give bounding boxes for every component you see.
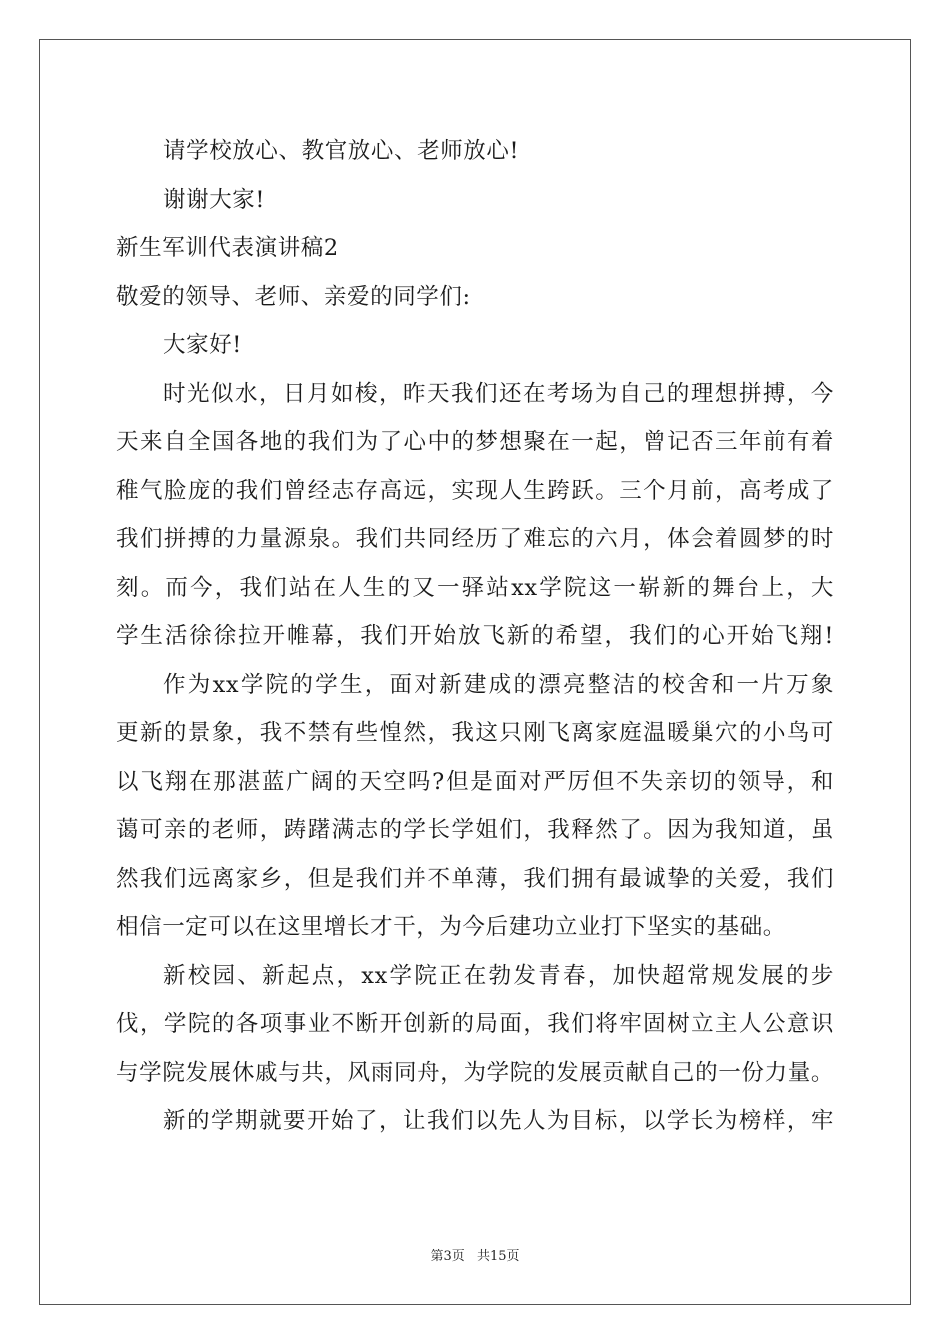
paragraph-line: 伐，学院的各项事业不断开创新的局面，我们将牢固树立主人公意识 [116,1011,834,1037]
greeting: 大家好! [163,332,242,358]
paragraph-line: 蔼可亲的老师，踌躇满志的学长学姐们，我释然了。因为我知道，虽 [116,817,834,843]
document-body [116,127,834,1146]
text-line: 谢谢大家! [163,186,266,213]
paragraph-line: 相信一定可以在这里增长才干，为今后建功立业打下坚实的基础。 [116,914,786,940]
paragraph-line: 更新的景象，我不禁有些惶然，我这只刚飞离家庭温暖巢穴的小鸟可 [116,720,834,746]
page-footer [0,1245,950,1264]
page-number: 第3页 [430,1249,465,1264]
paragraph-line: 天来自全国各地的我们为了心中的梦想聚在一起，曾记否三年前有着 [116,429,834,455]
paragraph-line: 时光似水，日月如梭，昨天我们还在考场为自己的理想拼搏，今 [163,380,834,407]
salutation: 敬爱的领导、老师、亲爱的同学们: [116,283,471,310]
paragraph-line: 与学院发展休戚与共，风雨同舟，为学院的发展贡献自己的一份力量。 [116,1059,834,1086]
paragraph-line: 然我们远离家乡，但是我们并不单薄，我们拥有最诚挚的关爱，我们 [116,865,834,892]
text-line: 请学校放心、教官放心、老师放心! [163,138,520,164]
paragraph-line: 我们拼搏的力量源泉。我们共同经历了难忘的六月，体会着圆梦的时 [116,526,834,552]
paragraph-line: 新的学期就要开始了，让我们以先人为目标，以学长为榜样，牢 [163,1108,834,1134]
paragraph-line: 新校园、新起点，xx学院正在勃发青春，加快超常规发展的步 [163,962,834,989]
paragraph-line: 以飞翔在那湛蓝广阔的天空吗?但是面对严厉但不失亲切的领导，和 [116,768,834,795]
paragraph-line: 刻。而今，我们站在人生的又一驿站xx学院这一崭新的舞台上，大 [116,574,834,601]
paragraph-line: 学生活徐徐拉开帷幕，我们开始放飞新的希望，我们的心开始飞翔! [116,623,834,649]
paragraph-line: 稚气脸庞的我们曾经志存高远，实现人生跨跃。三个月前，高考成了 [116,477,834,504]
paragraph-line: 作为xx学院的学生，面对新建成的漂亮整洁的校舍和一片万象 [163,671,834,698]
section-title: 新生军训代表演讲稿2 [116,235,339,261]
page-total: 共15页 [476,1249,520,1264]
